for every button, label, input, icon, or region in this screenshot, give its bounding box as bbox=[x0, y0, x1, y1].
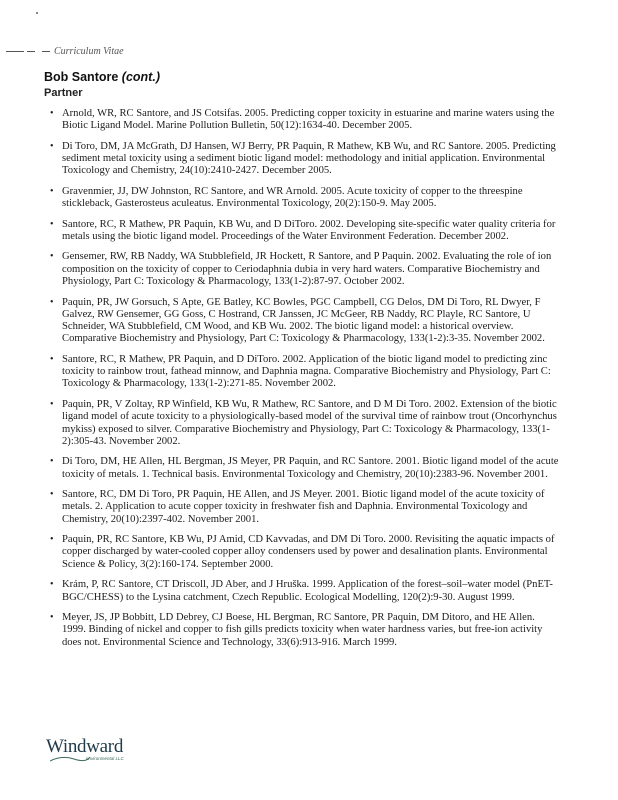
bullet-icon: • bbox=[50, 251, 54, 263]
publication-item bbox=[50, 141, 560, 178]
continued-label: (cont.) bbox=[121, 70, 160, 84]
person-role: Partner bbox=[44, 87, 83, 99]
section-label: Curriculum Vitae bbox=[54, 46, 124, 57]
bullet-icon: • bbox=[50, 398, 54, 410]
rule-segment bbox=[27, 51, 35, 52]
publication-text: Santore, RC, R Mathew, PR Paquin, and D DiToro. 2002. Application of the biotic ligand model to predicting zinc toxicity to rainbow trout, fathead minnow, and Daphnia magna. Comparative Biochemistry and Physiology, Part C: Toxicology & Pharmacology, 133(1-2):271-85. November 2002. bbox=[62, 353, 551, 390]
publication-text: Paquin, PR, RC Santore, KB Wu, PJ Amid, CD Kavvadas, and DM Di Toro. 2000. Revisiting the aquatic impacts of copper discharged by water-cooled copper alloy condensers used by power and desalination plants. Environmental Science & Policy, 3(2):160-174. September 2000. bbox=[62, 534, 555, 570]
windward-logo bbox=[46, 736, 124, 761]
header-rule bbox=[6, 46, 124, 57]
bullet-icon: • bbox=[50, 489, 54, 501]
person-name-text: Bob Santore bbox=[44, 70, 119, 84]
publication-text: Di Toro, DM, JA McGrath, DJ Hansen, WJ Berry, PR Paquin, R Mathew, KB Wu, and RC Santore. 2005. Predicting sediment metal toxicity using a sediment biotic ligand model: methodology and initial application. Environmental Toxicology and Chemistry, 24(10):2410-2427. December 2005. bbox=[62, 140, 556, 177]
person-name bbox=[44, 70, 160, 84]
rule-segment bbox=[6, 51, 24, 52]
publication-item bbox=[50, 534, 560, 571]
publication-item bbox=[50, 219, 560, 244]
publication-text: Di Toro, DM, HE Allen, HL Bergman, JS Meyer, PR Paquin, and RC Santore. 2001. Biotic ligand model of the acute toxicity of metals. 1. Technical basis. Environmental Toxicology and Chemistry, 20(10):2383-96. November 2001. bbox=[62, 456, 559, 480]
publication-text: Meyer, JS, JP Bobbitt, LD Debrey, CJ Boese, HL Bergman, RC Santore, PR Paquin, DM Ditoro, and HE Allen. 1999. Binding of nickel and copper to fish gills predicts toxicity when water hardness varies, but free-ion activity does not. Environmental Science and Technology, 33(6):913-916. March 1999. bbox=[62, 612, 543, 648]
bullet-icon: • bbox=[50, 140, 54, 152]
bullet-icon: • bbox=[50, 456, 54, 468]
publication-text: Santore, RC, DM Di Toro, PR Paquin, HE Allen, and JS Meyer. 2001. Biotic ligand model of the acute toxicity of metals. 2. Application to acute copper toxicity in freshwater fish and Daphnia. Environmental Toxicology and Chemistry, 20(10):2397-402. November 2001. bbox=[62, 489, 545, 525]
publication-text: Krám, P, RC Santore, CT Driscoll, JD Aber, and J Hruška. 1999. Application of the forest–soil–water model (PnET-BGC/CHESS) to the Lysina catchment, Czech Republic. Ecological Modelling, 120(2):9-30. August 1999. bbox=[62, 579, 553, 603]
publication-item bbox=[50, 354, 560, 391]
publication-text: Santore, RC, R Mathew, PR Paquin, KB Wu, and D DiToro. 2002. Developing site-specific water quality criteria for metals using the biotic ligand model. Proceedings of the Water Environment Federation. December 2002. bbox=[62, 218, 556, 242]
bullet-icon: • bbox=[50, 185, 54, 197]
publication-text: Gravenmier, JJ, DW Johnston, RC Santore, and WR Arnold. 2005. Acute toxicity of copper to the threespine stickleback, Gasterosteus aculeatus. Environmental Toxicology, 20(2):150-9. May 2005. bbox=[62, 185, 523, 210]
publication-item bbox=[50, 612, 560, 649]
logo-swoosh-icon bbox=[50, 755, 90, 763]
publication-list bbox=[50, 108, 560, 657]
bullet-icon: • bbox=[50, 108, 54, 119]
scan-speck bbox=[36, 12, 38, 14]
publication-text: Paquin, PR, V Zoltay, RP Winfield, KB Wu, R Mathew, RC Santore, and D M Di Toro. 2002. Extension of the biotic ligand model of acute toxicity to a physiologically-based model of the survival time of rainbow trout (Oncorhynchus mykiss) exposed to silver. Comparative Biochemistry and Physiology, Part C: Toxicology & Pharmacology, 133(1-2):305-43. November 2002. bbox=[62, 398, 557, 447]
logo-subtext: environmental LLC bbox=[86, 756, 124, 761]
publication-item bbox=[50, 399, 560, 448]
bullet-icon: • bbox=[50, 353, 54, 365]
bullet-icon: • bbox=[50, 612, 54, 624]
publication-text: Paquin, PR, JW Gorsuch, S Apte, GE Batley, KC Bowles, PGC Campbell, CG Delos, DM Di Toro, RL Dwyer, F Galvez, RW Gensemer, GG Goss, C Hostrand, CR Janssen, JC McGeer, RB Naddy, RC Playle, RC Santore, U Schneider, WA Stubblefield, CM Wood, and KB Wu. 2002. The biotic ligand model: a historical overview. Comparative Biochemistry and Physiology, Part C: Toxicology & Pharmacology, 133(1-2):3-35. November 2002. bbox=[62, 296, 545, 345]
bullet-icon: • bbox=[50, 534, 54, 546]
rule-segment bbox=[42, 51, 50, 52]
publication-item bbox=[50, 251, 560, 288]
publication-item bbox=[50, 456, 560, 481]
publication-text: Arnold, WR, RC Santore, and JS Cotsifas. 2005. Predicting copper toxicity in estuarine and marine waters using the Biotic Ligand Model. Marine Pollution Bulletin, 50(12):1634-40. December 2005. bbox=[62, 108, 555, 132]
publication-item bbox=[50, 489, 560, 526]
publication-item bbox=[50, 297, 560, 346]
publication-item bbox=[50, 186, 560, 211]
bullet-icon: • bbox=[50, 218, 54, 230]
bullet-icon: • bbox=[50, 579, 54, 591]
logo-text: Windward bbox=[46, 736, 124, 757]
publication-text: Gensemer, RW, RB Naddy, WA Stubblefield, JR Hockett, R Santore, and P Paquin. 2002. Evaluating the role of ion composition on the toxicity of copper to Ceriodaphnia dubia in very hard waters. Comparative Biochemistry and Physiology, Part C: Toxicology & Pharmacology, 133(1-2):87-97. October 2002. bbox=[62, 251, 552, 288]
bullet-icon: • bbox=[50, 296, 54, 308]
publication-item bbox=[50, 579, 560, 604]
publication-item bbox=[50, 108, 560, 133]
